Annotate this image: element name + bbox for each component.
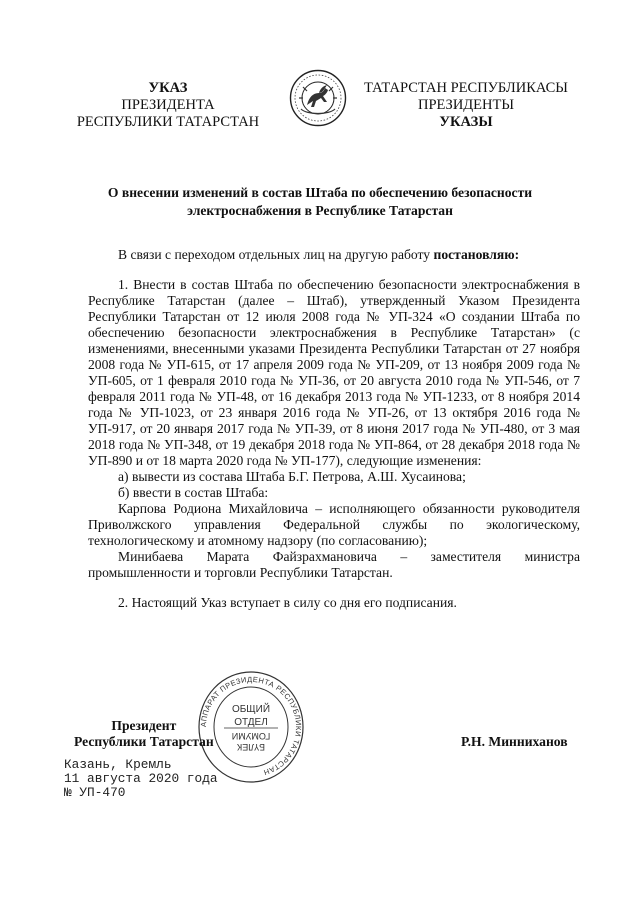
- preamble-bold: постановляю:: [433, 247, 520, 262]
- signature-title-line2: Республики Татарстан: [74, 734, 214, 749]
- header-right-line3: УКАЗЫ: [439, 114, 493, 130]
- stamp-line1: ОБЩИЙ: [231, 704, 271, 715]
- paragraph-karpov: Карпова Родиона Михайловича – исполняющего обязанности руководителя Приволжского управления Федеральной службы по экологическому, технологическому и атомному надзору (по согласованию);: [88, 501, 580, 548]
- paragraph-b: б) ввести в состав Штаба:: [118, 485, 269, 500]
- signature-name: Р.Н. Минниханов: [461, 734, 568, 749]
- header-left-line2: ПРЕЗИДЕНТА: [121, 97, 215, 113]
- stamp-line4: БҮЛЕК: [236, 742, 266, 752]
- paragraph-2: 2. Настоящий Указ вступает в силу со дня его подписания.: [118, 595, 457, 610]
- preamble: [88, 247, 580, 263]
- title-line1: О внесении изменений в состав Штаба по обеспечению безопасности: [107, 185, 533, 200]
- stamp-line3: ГОМУМИ: [231, 731, 271, 741]
- document-body: [88, 247, 580, 611]
- paragraph-1: 1. Внести в состав Штаба по обеспечению безопасности электроснабжения в Республике Татарстан (далее – Штаб), утвержденный Указом Президента Республики Татарстан от 12 июля 2008 года № УП-324 «О создании Штаба по обеспечению безопасности электроснабжения в Республике Татарстан» (с изменениями, внесенными указами Президента Республики Татарстан от 27 ноября 2008 года № УП-615, от 17 апреля 2009 года № УП-209, от 13 ноября 2009 года № УП-605, от 1 февраля 2010 года № УП-36, от 20 августа 2010 года № УП-546, от 7 февраля 2011 года № УП-48, от 16 декабря 2013 года № УП-1233, от 8 ноября 2014 года № УП-1023, от 23 января 2016 года № УП-26, от 13 октября 2016 года № УП-917, от 20 января 2017 года № УП-39, от 8 июня 2017 года № УП-480, от 3 мая 2018 года № УП-348, от 19 декабря 2018 года № УП-864, от 28 декабря 2018 года № УП-890 и от 18 марта 2020 года № УП-177), следующие изменения:: [88, 277, 580, 468]
- signature-title: [74, 718, 214, 750]
- tatarstan-emblem-icon: [289, 69, 347, 127]
- header-left-line3: РЕСПУБЛИКИ ТАТАРСТАН: [76, 114, 260, 130]
- title-line2: электроснабжения в Республике Татарстан: [187, 203, 453, 218]
- stamp-line2: ОТДЕЛ: [234, 717, 268, 728]
- footer-number: № УП-470: [64, 785, 126, 800]
- signature-title-line1: Президент: [111, 718, 177, 733]
- header-left-line1: УКАЗ: [148, 80, 188, 96]
- stamp-ring-text: АППАРАТ ПРЕЗИДЕНТА РЕСПУБЛИКИ ТАТАРСТАН: [198, 674, 304, 778]
- preamble-text: В связи с переходом отдельных лиц на другую работу: [118, 247, 434, 262]
- header-right: [352, 80, 580, 131]
- paragraph-a: а) вывести из состава Штаба Б.Г. Петрова, А.Ш. Хусаинова;: [118, 469, 466, 484]
- header-right-line1: ТАТАРСТАН РЕСПУБЛИКАСЫ: [364, 80, 568, 96]
- header-right-line2: ПРЕЗИДЕНТЫ: [417, 97, 515, 113]
- footer-info: [64, 758, 218, 800]
- paragraph-minibaev: Минибаева Марата Файзрахмановича – заместителя министра промышленности и торговли Республики Татарстан.: [88, 549, 580, 580]
- header-left: [62, 80, 274, 131]
- footer-place: Казань, Кремль: [64, 757, 172, 772]
- footer-date: 11 августа 2020 года: [64, 771, 218, 786]
- document-title: [60, 184, 580, 220]
